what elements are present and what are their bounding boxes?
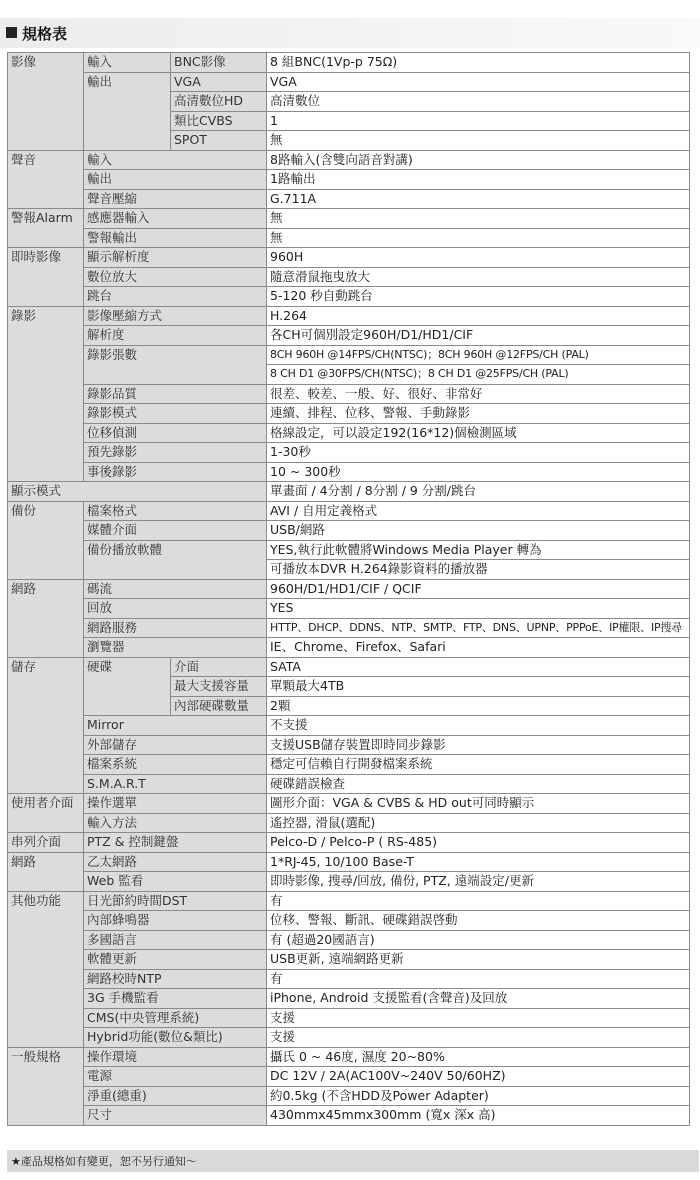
spec-row [8,891,690,911]
spec-value-cell: 8 組BNC(1Vp-p 75Ω) [267,53,690,73]
spec-item-cell: 軟體更新 [84,950,267,970]
spec-category-cell: 網路 [8,852,84,891]
spec-value-cell: 支援USB儲存裝置即時同步錄影 [267,735,690,755]
spec-value-cell: USB/網路 [267,521,690,541]
spec-row [8,170,690,190]
spec-row [8,638,690,658]
spec-row [8,599,690,619]
spec-item-cell: 輸出 [84,170,267,190]
spec-value-cell: AVI / 自用定義格式 [267,501,690,521]
spec-row [8,326,690,346]
spec-item-cell: 碼流 [84,579,267,599]
spec-value-cell: G.711A [267,189,690,209]
spec-item-cell: Web 監看 [84,872,267,892]
spec-value-cell: 硬碟錯誤檢查 [267,774,690,794]
spec-value-cell: H.264 [267,306,690,326]
spec-item-cell: 網路校時NTP [84,969,267,989]
spec-row [8,755,690,775]
spec-row [8,657,690,677]
spec-sub-item-cell: BNC影像 [171,53,267,73]
spec-row [8,228,690,248]
spec-sub-item-cell: SPOT [171,131,267,151]
spec-value-cell: 單畫面 / 4分割 / 8分割 / 9 分割/跳台 [267,482,690,502]
spec-item-cell: 聲音壓縮 [84,189,267,209]
spec-value-cell: 430mmx45mmx300mm (寬x 深x 高) [267,1106,690,1126]
spec-category-cell: 即時影像 [8,248,84,307]
spec-value-cell: 無 [267,209,690,229]
spec-item-cell: CMS(中央管理系統) [84,1008,267,1028]
spec-row [8,969,690,989]
spec-row [8,930,690,950]
spec-item-cell: 乙太網路 [84,852,267,872]
spec-table-body [8,53,690,1126]
spec-value-cell: 遙控器, 滑鼠(選配) [267,813,690,833]
spec-item-cell: 警報輸出 [84,228,267,248]
spec-sub-item-cell: 介面 [171,657,267,677]
spec-item-cell: 網路服務 [84,618,267,638]
spec-value-cell: 即時影像, 搜尋/回放, 備份, PTZ, 遠端設定/更新 [267,872,690,892]
spec-value-cell: 960H [267,248,690,268]
spec-item-cell: 瀏覽器 [84,638,267,658]
spec-value-cell: 無 [267,228,690,248]
page-title: 規格表 [22,25,68,43]
spec-item-cell: 錄影模式 [84,404,267,424]
spec-category-cell: 其他功能 [8,891,84,1047]
spec-row [8,501,690,521]
spec-row [8,248,690,268]
spec-row [8,384,690,404]
spec-item-cell: 錄影品質 [84,384,267,404]
spec-value-cell: 連續、排程、位移、警報、手動錄影 [267,404,690,424]
spec-row [8,872,690,892]
spec-value-cell: YES [267,599,690,619]
footer-note [7,1150,699,1172]
spec-item-cell: 數位放大 [84,267,267,287]
spec-item-cell: 位移偵測 [84,423,267,443]
spec-row [8,618,690,638]
spec-item-cell: 電源 [84,1067,267,1087]
spec-value-cell: 960H/D1/HD1/CIF / QCIF [267,579,690,599]
spec-row [8,1086,690,1106]
spec-sub-item-cell: 類比CVBS [171,111,267,131]
spec-value-cell: iPhone, Android 支援監看(含聲音)及回放 [267,989,690,1009]
spec-sub-item-cell: 內部硬碟數量 [171,696,267,716]
spec-row [8,482,690,502]
spec-value-cell: 8CH 960H @14FPS/CH(NTSC)；8CH 960H @12FPS/CH (PAL) [267,345,690,365]
spec-item-cell: 回放 [84,599,267,619]
spec-item-cell: 媒體介面 [84,521,267,541]
spec-value-cell: 不支援 [267,716,690,736]
spec-item-cell: 感應器輸入 [84,209,267,229]
spec-category-cell: 錄影 [8,306,84,482]
spec-row [8,72,690,92]
spec-row [8,794,690,814]
spec-row [8,774,690,794]
spec-row [8,579,690,599]
spec-value-cell: 有 [267,891,690,911]
spec-row [8,209,690,229]
spec-row [8,1067,690,1087]
spec-value-cell: IE、Chrome、Firefox、Safari [267,638,690,658]
spec-value-cell: DC 12V / 2A(AC100V~240V 50/60HZ) [267,1067,690,1087]
spec-value-cell: 攝氏 0 ~ 46度, 濕度 20~80% [267,1047,690,1067]
spec-item-cell: Mirror [84,716,267,736]
spec-value-cell: Pelco-D / Pelco-P ( RS-485) [267,833,690,853]
spec-row [8,189,690,209]
spec-sub-item-cell: 高清數位HD [171,92,267,112]
spec-item-cell: PTZ & 控制鍵盤 [84,833,267,853]
spec-item-cell: 外部儲存 [84,735,267,755]
spec-value-cell: 10 ~ 300秒 [267,462,690,482]
spec-value-cell: 很差、較差、一般、好、很好、非常好 [267,384,690,404]
spec-row [8,735,690,755]
spec-row [8,716,690,736]
spec-item-cell: 多國語言 [84,930,267,950]
spec-value-cell: 隨意滑鼠拖曳放大 [267,267,690,287]
spec-category-cell: 儲存 [8,657,84,794]
spec-row [8,1047,690,1067]
spec-sub-item-cell: VGA [171,72,267,92]
spec-value-cell: 單顆最大4TB [267,677,690,697]
spec-item-cell: 影像壓縮方式 [84,306,267,326]
spec-value-cell: 支援 [267,1008,690,1028]
spec-value-cell: 各CH可個別設定960H/D1/HD1/CIF [267,326,690,346]
spec-item-cell: 日光節約時間DST [84,891,267,911]
spec-value-cell: 無 [267,131,690,151]
spec-category-cell: 一般規格 [8,1047,84,1125]
spec-row [8,404,690,424]
spec-value-cell: HTTP、DHCP、DDNS、NTP、SMTP、FTP、DNS、UPNP、PPPoE、IP權限、IP搜尋 [267,618,690,638]
spec-row [8,521,690,541]
spec-row [8,540,690,560]
spec-value-cell: 5-120 秒自動跳台 [267,287,690,307]
spec-row [8,1106,690,1126]
spec-value-cell: 1路輸出 [267,170,690,190]
spec-item-cell: 備份播放軟體 [84,540,267,579]
spec-item-cell: 輸出 [84,72,171,150]
spec-item-cell: 輸入 [84,53,171,73]
spec-item-cell: 硬碟 [84,657,171,716]
spec-item-cell: Hybrid功能(數位&類比) [84,1028,267,1048]
spec-item-cell: 操作選單 [84,794,267,814]
spec-category-cell: 聲音 [8,150,84,209]
spec-value-cell: 可播放本DVR H.264錄影資料的播放器 [267,560,690,580]
spec-item-cell: 尺寸 [84,1106,267,1126]
spec-row [8,150,690,170]
spec-row [8,813,690,833]
spec-value-cell: 有 [267,969,690,989]
spec-value-cell: VGA [267,72,690,92]
spec-value-cell: 1-30秒 [267,443,690,463]
spec-value-cell: 支援 [267,1028,690,1048]
spec-category-cell: 警報Alarm [8,209,84,248]
spec-row [8,53,690,73]
spec-category-cell: 使用者介面 [8,794,84,833]
spec-value-cell: 圖形介面：VGA & CVBS & HD out可同時顯示 [267,794,690,814]
spec-item-cell: 檔案格式 [84,501,267,521]
spec-row [8,950,690,970]
spec-item-cell: 輸入方法 [84,813,267,833]
spec-row [8,423,690,443]
spec-row [8,833,690,853]
spec-item-cell: 跳台 [84,287,267,307]
spec-item-cell: 內部蜂鳴器 [84,911,267,931]
footer-text: ★產品規格如有變更，恕不另行通知〜 [11,1155,197,1168]
spec-value-cell: 格線設定，可以設定192(16*12)個檢測區域 [267,423,690,443]
spec-category-cell: 備份 [8,501,84,579]
spec-row [8,306,690,326]
spec-category-cell: 顯示模式 [8,482,267,502]
spec-row [8,989,690,1009]
spec-row [8,1008,690,1028]
spec-value-cell: 8路輸入(含雙向語音對講) [267,150,690,170]
square-bullet-icon [6,27,17,38]
spec-item-cell: 操作環境 [84,1047,267,1067]
spec-value-cell: USB更新, 遠端網路更新 [267,950,690,970]
spec-item-cell: 預先錄影 [84,443,267,463]
spec-item-cell: 輸入 [84,150,267,170]
spec-item-cell: 顯示解析度 [84,248,267,268]
spec-row [8,462,690,482]
spec-category-cell: 影像 [8,53,84,151]
spec-sub-item-cell: 最大支援容量 [171,677,267,697]
spec-row [8,443,690,463]
spec-value-cell: 高清數位 [267,92,690,112]
spec-value-cell: 穩定可信賴自行開發檔案系統 [267,755,690,775]
spec-item-cell: 淨重(總重) [84,1086,267,1106]
spec-item-cell: S.M.A.R.T [84,774,267,794]
spec-value-cell: YES,執行此軟體將Windows Media Player 轉為 [267,540,690,560]
spec-value-cell: 8 CH D1 @30FPS/CH(NTSC)；8 CH D1 @25FPS/CH (PAL) [267,365,690,385]
spec-value-cell: 位移、警報、斷訊、硬碟錯誤啓動 [267,911,690,931]
spec-item-cell: 檔案系統 [84,755,267,775]
spec-item-cell: 錄影張數 [84,345,267,384]
spec-table [7,52,690,1126]
spec-row [8,287,690,307]
spec-value-cell: SATA [267,657,690,677]
spec-row [8,911,690,931]
spec-value-cell: 1*RJ-45, 10/100 Base-T [267,852,690,872]
spec-value-cell: 有 (超過20國語言) [267,930,690,950]
spec-row [8,852,690,872]
spec-row [8,1028,690,1048]
spec-value-cell: 1 [267,111,690,131]
spec-item-cell: 解析度 [84,326,267,346]
spec-value-cell: 2顆 [267,696,690,716]
spec-value-cell: 約0.5kg (不含HDD及Power Adapter) [267,1086,690,1106]
spec-item-cell: 3G 手機監看 [84,989,267,1009]
spec-item-cell: 事後錄影 [84,462,267,482]
title-bar [0,18,700,48]
spec-category-cell: 網路 [8,579,84,657]
spec-row [8,345,690,365]
spec-category-cell: 串列介面 [8,833,84,853]
spec-row [8,267,690,287]
